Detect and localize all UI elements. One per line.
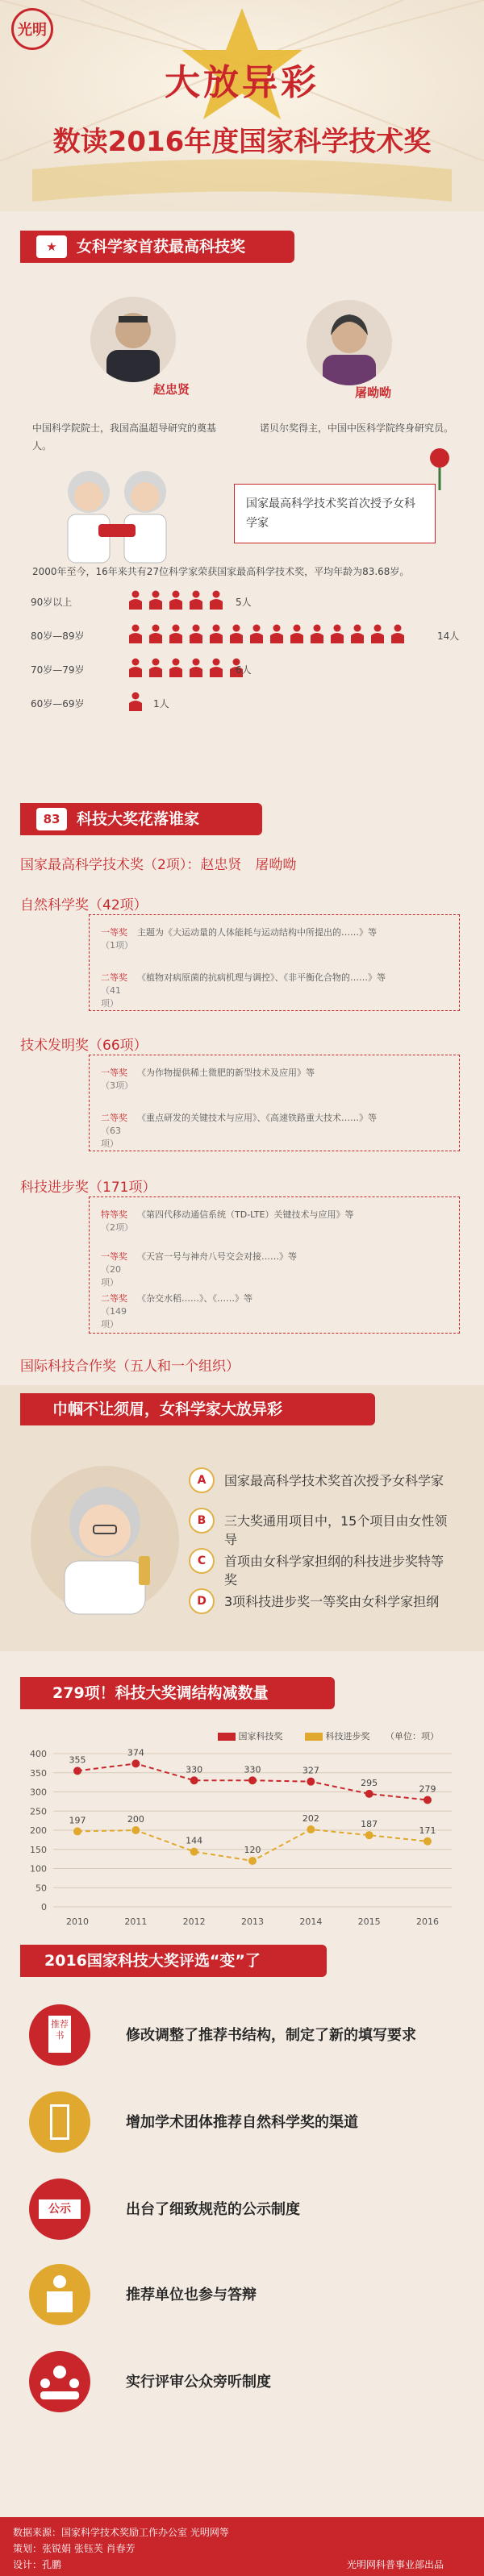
person-icon bbox=[349, 624, 365, 643]
person-icon bbox=[127, 624, 144, 643]
winner-description: 中国科学院院士，我国高温超导研究的奠基人。 bbox=[32, 422, 217, 452]
y-tick-label: 400 bbox=[30, 1749, 47, 1759]
person-icon bbox=[188, 624, 204, 643]
person-icon bbox=[188, 590, 204, 610]
person-icon bbox=[188, 658, 204, 677]
data-point bbox=[424, 1837, 432, 1846]
x-tick-label: 2014 bbox=[299, 1916, 323, 1927]
footer-source: 数据来源：国家科学技术奖励工作办公室 光明网等 bbox=[13, 2527, 229, 2538]
data-point bbox=[307, 1825, 315, 1833]
data-label: 187 bbox=[361, 1819, 378, 1830]
age-group-count: 14人 bbox=[437, 630, 460, 642]
data-label: 171 bbox=[419, 1825, 436, 1836]
data-label: 330 bbox=[186, 1764, 203, 1775]
change-text: 增加学术团体推荐自然科学奖的渠道 bbox=[126, 2114, 358, 2131]
data-point bbox=[131, 1759, 140, 1767]
data-label: 295 bbox=[361, 1777, 378, 1788]
person-icon bbox=[269, 624, 285, 643]
data-label: 279 bbox=[419, 1783, 436, 1795]
prize-count: （41项） bbox=[101, 985, 121, 1009]
prize-count: （1项） bbox=[101, 940, 133, 951]
winner-description: 诺贝尔奖得主，中国中医科学院终身研究员。 bbox=[260, 422, 454, 434]
data-label: 144 bbox=[186, 1835, 203, 1846]
change-item bbox=[29, 2091, 465, 2159]
person-icon bbox=[208, 590, 224, 610]
prize-level: 特等奖 bbox=[101, 1209, 127, 1220]
speaker-icon bbox=[29, 2264, 90, 2325]
x-tick-label: 2010 bbox=[66, 1916, 89, 1927]
fact-row bbox=[189, 1466, 455, 1495]
category-invention: 技术发明奖（66项） bbox=[20, 1038, 148, 1054]
header-background bbox=[0, 0, 484, 211]
footer-editors: 策划：张锐娟 张钰芙 肖春芳 bbox=[13, 2543, 136, 2554]
y-tick-label: 200 bbox=[30, 1825, 47, 1836]
data-point bbox=[73, 1827, 81, 1835]
prize-level: 二等奖 bbox=[101, 1293, 127, 1304]
age-group-label: 90岁以上 bbox=[31, 597, 73, 608]
y-tick-label: 100 bbox=[30, 1863, 47, 1875]
change-item bbox=[29, 2351, 465, 2419]
prize-entry: 《为作物提供稀土微肥的新型技术及应用》等 bbox=[137, 1067, 315, 1078]
person-icon bbox=[168, 624, 184, 643]
fact-letter: C bbox=[189, 1548, 215, 1574]
female-scientist-illustration bbox=[24, 1459, 186, 1621]
x-tick-label: 2013 bbox=[241, 1916, 264, 1927]
data-label: 330 bbox=[244, 1764, 261, 1775]
unit-label: （单位：项） bbox=[386, 1731, 439, 1742]
person-icon bbox=[248, 624, 265, 643]
person-icon bbox=[329, 624, 345, 643]
person-icon bbox=[127, 590, 144, 610]
age-group-label: 60岁—69岁 bbox=[31, 698, 85, 710]
prize-entry: 主题为《大运动量的人体能耗与运动结构中所提出的……》等 bbox=[137, 927, 377, 938]
category-natural-science: 自然科学奖（42项） bbox=[20, 897, 148, 913]
x-tick-label: 2015 bbox=[357, 1916, 381, 1927]
fact-row bbox=[189, 1546, 455, 1588]
person-icon bbox=[168, 658, 184, 677]
data-point bbox=[365, 1831, 373, 1839]
avatar-zhao-zhongxian bbox=[90, 297, 176, 382]
y-tick-label: 150 bbox=[30, 1844, 47, 1855]
data-point bbox=[73, 1767, 81, 1775]
y-tick-label: 250 bbox=[30, 1806, 47, 1817]
prize-count: （2项） bbox=[101, 1222, 133, 1233]
legend-label: 国家科技奖 bbox=[238, 1731, 283, 1742]
prize-count: （3项） bbox=[101, 1080, 133, 1091]
legend-swatch bbox=[305, 1733, 323, 1741]
person-row bbox=[127, 658, 248, 677]
category-progress: 科技进步奖（171项） bbox=[20, 1180, 156, 1196]
age-group-count: 1人 bbox=[153, 698, 169, 710]
person-row bbox=[127, 692, 148, 711]
change-text: 修改调整了推荐书结构，制定了新的填写要求 bbox=[126, 2027, 416, 2044]
fact-text: 三大奖通用项目中，15个项目由女性领导 bbox=[224, 1513, 448, 1547]
data-label: 200 bbox=[127, 1814, 144, 1825]
prize-count: （149项） bbox=[101, 1306, 127, 1330]
change-item bbox=[29, 2264, 465, 2332]
top-award-line: 国家最高科学技术奖（2项）：赵忠贤 屠呦呦 bbox=[20, 857, 297, 873]
section-banner-female-scientist: ★ 女科学家首获最高科技奖 bbox=[20, 231, 294, 263]
person-row bbox=[127, 624, 410, 643]
footer-brand: 光明网科普事业部出品 bbox=[347, 2559, 444, 2570]
age-summary: 2000年至今，16年来共有27位科学家荣获国家最高科学技术奖，平均年龄为83.68岁。 bbox=[32, 566, 410, 577]
category-international: 国际科技合作奖（五人和一个组织） bbox=[20, 1359, 240, 1375]
data-point bbox=[190, 1776, 198, 1784]
data-point bbox=[365, 1790, 373, 1798]
y-tick-label: 50 bbox=[35, 1883, 47, 1894]
person-icon bbox=[127, 692, 144, 711]
data-point bbox=[248, 1776, 257, 1784]
fact-row bbox=[189, 1587, 455, 1616]
fact-letter: A bbox=[189, 1467, 215, 1493]
audience-icon bbox=[29, 2351, 90, 2412]
page-title: 大放异彩 bbox=[165, 62, 319, 103]
footer-design: 设计：孔鹏 bbox=[13, 2559, 62, 2570]
change-text: 出台了细致规范的公示制度 bbox=[126, 2201, 300, 2218]
prize-entry: 《杂交水稻……》、《……》等 bbox=[137, 1293, 252, 1304]
data-label: 355 bbox=[69, 1754, 86, 1766]
footer bbox=[0, 2517, 484, 2576]
change-item bbox=[29, 2179, 465, 2246]
page-subtitle: 数读2016年度国家科学技术奖 bbox=[52, 126, 432, 158]
chart-legend bbox=[218, 1729, 439, 1742]
callout-text: 国家最高科学技术奖首次授予女科学家 bbox=[246, 497, 415, 530]
data-label: 202 bbox=[302, 1813, 319, 1825]
change-text: 推荐单位也参与答辩 bbox=[126, 2287, 257, 2303]
line-chart bbox=[0, 1746, 484, 1939]
age-group-count: 6人 bbox=[236, 664, 252, 676]
prize-level: 一等奖 bbox=[101, 1251, 127, 1262]
person-icon bbox=[289, 624, 305, 643]
fact-letter: B bbox=[189, 1508, 215, 1534]
person-icon bbox=[228, 624, 244, 643]
legend-swatch bbox=[218, 1733, 236, 1741]
prize-level: 一等奖 bbox=[101, 1067, 127, 1078]
data-label: 120 bbox=[244, 1845, 261, 1855]
winner-name: 屠呦呦 bbox=[355, 385, 392, 400]
prize-count: （20项） bbox=[101, 1264, 121, 1288]
prize-entry: 《天宫一号与神舟八号交会对接……》等 bbox=[137, 1251, 297, 1262]
data-point bbox=[131, 1826, 140, 1834]
fact-row bbox=[189, 1506, 455, 1547]
prize-entry: 《植物对病原菌的抗病机理与调控》、《非平衡化合物的……》等 bbox=[137, 972, 386, 983]
prize-entry: 《重点研发的关键技术与应用》、《高速铁路重大技术……》等 bbox=[137, 1113, 377, 1123]
person-icon bbox=[148, 658, 164, 677]
person-icon bbox=[148, 590, 164, 610]
data-point bbox=[248, 1857, 257, 1865]
prize-level: 一等奖 bbox=[101, 927, 127, 938]
fact-text: 3项科技进步奖一等奖由女科学家担纲 bbox=[224, 1594, 440, 1609]
data-label: 374 bbox=[127, 1747, 144, 1758]
person-row bbox=[127, 590, 228, 610]
x-tick-label: 2012 bbox=[182, 1916, 206, 1927]
document-icon: 推荐书 bbox=[29, 2004, 90, 2066]
x-tick-label: 2011 bbox=[124, 1916, 148, 1927]
person-icon bbox=[127, 658, 144, 677]
callout-box bbox=[234, 484, 436, 543]
data-label: 327 bbox=[302, 1765, 319, 1776]
header bbox=[0, 0, 484, 211]
person-icon bbox=[208, 624, 224, 643]
y-tick-label: 350 bbox=[30, 1767, 47, 1779]
age-group-count: 5人 bbox=[236, 597, 252, 608]
section-banner-changes: 2016国家科技大奖评选“变”了 bbox=[20, 1945, 327, 1977]
rose-icon bbox=[419, 443, 460, 492]
fact-letter: D bbox=[189, 1588, 215, 1614]
brand-seal-icon: 光明 bbox=[11, 8, 53, 50]
change-item bbox=[29, 2004, 465, 2072]
prize-count: （63项） bbox=[101, 1126, 121, 1149]
prize-level: 二等奖 bbox=[101, 972, 127, 983]
fact-text: 首项由女科学家担纲的科技进步奖特等奖 bbox=[224, 1554, 444, 1588]
scientists-illustration bbox=[48, 460, 194, 572]
person-icon bbox=[148, 624, 164, 643]
data-label: 197 bbox=[69, 1815, 86, 1826]
person-icon bbox=[369, 624, 386, 643]
section-banner-chart: 279项！科技大奖调结构减数量 bbox=[20, 1677, 335, 1709]
person-icon bbox=[309, 624, 325, 643]
x-tick-label: 2016 bbox=[416, 1916, 439, 1927]
age-group-label: 80岁—89岁 bbox=[31, 630, 85, 642]
person-icon bbox=[390, 624, 406, 643]
change-text: 实行评审公众旁听制度 bbox=[126, 2374, 271, 2391]
age-group-label: 70岁—79岁 bbox=[31, 664, 85, 676]
notice-icon: 公示 bbox=[29, 2179, 90, 2240]
person-icon bbox=[168, 590, 184, 610]
person-icon bbox=[208, 658, 224, 677]
y-tick-label: 0 bbox=[41, 1902, 47, 1912]
data-point bbox=[307, 1778, 315, 1786]
prize-entry: 《第四代移动通信系统（TD-LTE）关键技术与应用》等 bbox=[137, 1209, 354, 1220]
section-banner-winners: 83 科技大奖花落谁家 bbox=[20, 803, 262, 835]
data-point bbox=[190, 1848, 198, 1856]
winner-name: 赵忠贤 bbox=[153, 382, 190, 397]
y-tick-label: 300 bbox=[30, 1787, 47, 1798]
section-banner-women: 巾帼不让须眉，女科学家大放异彩 bbox=[20, 1393, 375, 1425]
door-icon bbox=[29, 2091, 90, 2153]
data-point bbox=[424, 1796, 432, 1804]
legend-label: 科技进步奖 bbox=[325, 1731, 370, 1742]
scientist-icon: ★ bbox=[36, 235, 67, 258]
badge-icon: 83 bbox=[36, 808, 67, 830]
fact-text: 国家最高科学技术奖首次授予女科学家 bbox=[224, 1473, 444, 1488]
avatar-tu-youyou bbox=[307, 300, 392, 385]
prize-level: 二等奖 bbox=[101, 1113, 127, 1123]
